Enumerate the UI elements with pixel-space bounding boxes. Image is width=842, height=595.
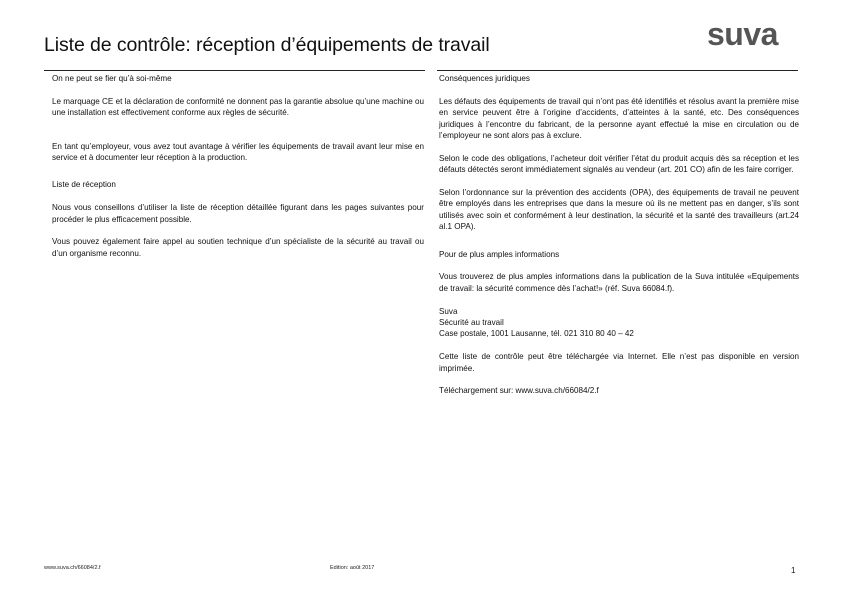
download-link[interactable]: Téléchargement sur: www.suva.ch/66084/2.f <box>439 386 599 396</box>
address-line-contact: Case postale, 1001 Lausanne, tél. 021 310 80 40 – 42 <box>439 329 634 339</box>
right-column <box>439 73 799 397</box>
left-column <box>52 73 424 259</box>
address-line-org: Suva <box>439 306 458 316</box>
footer-edition: Edition: août 2017 <box>330 565 375 571</box>
paragraph-technical-support: Vous pouvez également faire appel au soutien technique d’un spécialiste de la sécurité au travail ou d’un organisme reconnu. <box>52 237 424 258</box>
page-number: 1 <box>791 566 796 575</box>
section-heading-self-reliance: On ne peut se fier qu’à soi-même <box>52 74 172 83</box>
address-line-dept: Sécurité au travail <box>439 318 504 328</box>
paragraph-use-reception-list: Nous vous conseillons d’utiliser la liste de réception détaillée figurant dans les pages suivantes pour procéder le plus efficacement possible. <box>52 203 424 224</box>
paragraph-opa: Selon l’ordonnance sur la prévention des accidents (OPA), des équipements de travail ne peuvent être employés dans les entreprises que dans la mesure où ils ne mettent pas en danger, s’ils sont utilisés avec soin et conformément à leur destination, la sécurité et la santé des travailleurs (art.24 al.1 OPA). <box>439 188 799 232</box>
page-title: Liste de contrôle: réception d’équipements de travail <box>44 34 490 56</box>
address-block <box>439 306 799 340</box>
paragraph-download-note: Cette liste de contrôle peut être téléchargée via Internet. Elle n’est pas disponible en version imprimée. <box>439 352 799 373</box>
section-heading-legal-consequences: Conséquences juridiques <box>439 74 530 83</box>
footer-url: www.suva.ch/66084/2.f <box>44 565 101 571</box>
section-heading-reception-list: Liste de réception <box>52 180 116 190</box>
left-column-rule <box>44 70 425 71</box>
suva-logo: suva <box>707 16 778 52</box>
paragraph-defects: Les défauts des équipements de travail qui n’ont pas été identifiés et résolus avant la première mise en service peuvent être à l’origine d’accidents, d’atteintes à la santé, etc. Des conséquences juridiques à l’encontre du fabricant, de la personne ayant effectué la mise en circulation ou de l’employeur ne sont alors pas à exclure. <box>439 96 799 141</box>
right-column-rule <box>437 70 798 71</box>
paragraph-ce-marking: Le marquage CE et la déclaration de conformité ne donnent pas la garantie absolue qu’une machine ou une installation est effectivement conforme aux règles de sécurité. <box>52 96 424 118</box>
paragraph-code-obligations: Selon le code des obligations, l’acheteur doit vérifier l’état du produit acquis dès sa réception et les défauts détectés seront immédiatement signalés au vendeur (art. 201 CO) afin de les faire corriger. <box>439 153 799 175</box>
paragraph-employer-advantage: En tant qu’employeur, vous avez tout avantage à vérifier les équipements de travail avant leur mise en service et à documenter leur réception à la production. <box>52 141 424 163</box>
section-heading-more-info: Pour de plus amples informations <box>439 249 560 259</box>
paragraph-publication: Vous trouverez de plus amples informations dans la publication de la Suva intitulée «Equipements de travail: la sécurité commence dès l’achat!» (réf. Suva 66084.f). <box>439 272 799 293</box>
